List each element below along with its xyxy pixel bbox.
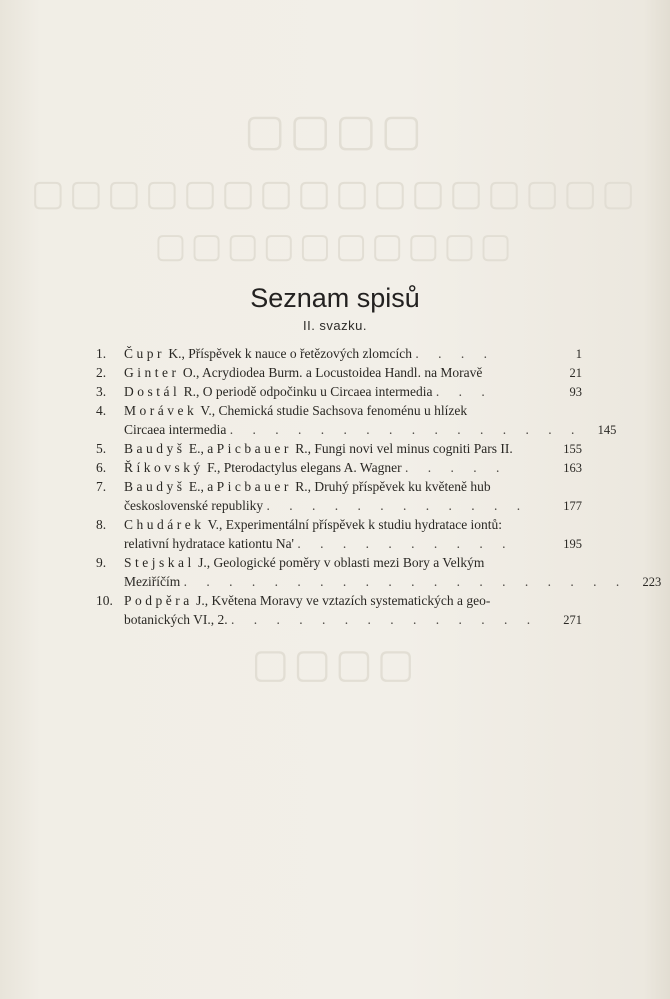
entry-author: Baudyš [124, 441, 186, 456]
entry-title-continued: botanických VI., 2. [124, 612, 228, 627]
entry-number: 5. [96, 441, 107, 456]
entry-leader-dots: . . . . . . . . . . . . . . [230, 612, 539, 627]
toc-entry [96, 401, 617, 439]
entry-author-initial: O., Acrydiodea Burm. a Locustoidea Handl. na Moravě [182, 365, 483, 380]
entry-page-number: 155 [563, 442, 582, 456]
entry-author: Chudárek [124, 517, 205, 532]
entry-number: 8. [96, 517, 107, 532]
toc-entry [96, 515, 582, 553]
entry-coauthor: Picbauer [216, 441, 292, 456]
toc-entry-line [96, 591, 582, 610]
entry-page-number: 1 [575, 347, 582, 361]
entry-leader-dots: . . . . [415, 346, 496, 361]
entry-author-initial: K., Příspěvek k nauce o řetězových zlomcích [168, 346, 413, 361]
entry-page-number: 177 [563, 499, 582, 513]
entry-page-number: 145 [597, 423, 617, 437]
toc-entry [96, 344, 582, 363]
entry-title-continued: relativní hydratace kationtu Na' [124, 536, 294, 551]
bleed-through-mark: ▢▢▢▢ [243, 106, 427, 155]
toc-entry-line [96, 534, 582, 553]
entry-text [124, 572, 627, 591]
entry-page-number: 93 [569, 385, 582, 399]
toc-entry [96, 458, 582, 477]
bleed-through-mark: ▢▢▢▢▢▢▢▢▢▢ [154, 228, 516, 265]
entry-author: Morávek [124, 403, 198, 418]
entry-text [124, 477, 548, 496]
toc-entry-line [96, 496, 582, 515]
toc-entry [96, 439, 582, 458]
entry-author: Baudyš [124, 479, 186, 494]
entry-author: Čupr [124, 346, 165, 361]
entry-number: 7. [96, 479, 107, 494]
entry-author-initial: V., Chemická studie Sachsova fenoménu u hlízek [200, 403, 468, 418]
entry-number: 6. [96, 460, 107, 475]
bleed-through-mark: ▢▢▢▢ [251, 641, 419, 686]
entry-text [124, 591, 548, 610]
entry-author: Říkovský [124, 460, 204, 475]
entry-number: 3. [96, 384, 107, 399]
entry-coauthor: Picbauer [216, 479, 292, 494]
entry-text [124, 363, 548, 382]
entry-author-initial: E., a [188, 479, 214, 494]
entry-text [124, 439, 548, 458]
page-subtitle: II. svazku. [302, 318, 368, 333]
toc-entry [96, 363, 582, 382]
entry-leader-dots: . . . . . . . . . . . . [266, 498, 529, 513]
entry-number: 2. [96, 365, 107, 380]
toc-entry [96, 553, 662, 591]
entry-text [124, 515, 548, 534]
entry-text [124, 458, 548, 477]
entry-page-number: 163 [563, 461, 582, 475]
entry-text [124, 534, 548, 553]
toc-entry-line [96, 515, 582, 534]
toc-entry-line [96, 553, 582, 572]
toc-entry [96, 591, 582, 629]
entry-leader-dots: . . . . . [404, 460, 508, 475]
entry-author-initial: F., Pterodactylus elegans A. Wagner [207, 460, 402, 475]
entry-page-number: 223 [642, 575, 662, 589]
entry-leader-dots: . . . . . . . . . . . . . . . . . . . . [183, 574, 628, 589]
entry-text [124, 401, 548, 420]
toc-entry-line [96, 439, 582, 458]
entry-page-number: 21 [569, 366, 582, 380]
toc-entry-line [96, 382, 582, 401]
entry-text [124, 553, 548, 572]
entry-author-initial: J., Geologické poměry v oblasti mezi Bory a Velkým [198, 555, 485, 570]
entry-title: R., Druhý příspěvek ku květeně hub [295, 479, 491, 494]
entry-page-number: 271 [563, 613, 582, 627]
entry-number: 1. [96, 346, 107, 361]
entry-text [124, 496, 548, 515]
entry-author-initial: J., Květena Moravy ve vztazích systematických a geo- [196, 593, 491, 608]
entry-number: 4. [96, 403, 107, 418]
toc-entry-line [96, 610, 582, 629]
toc-entry-line [96, 363, 582, 382]
page-title: Seznam spisů [250, 283, 420, 313]
entry-text [124, 382, 548, 401]
entry-text [124, 344, 548, 363]
entry-text [124, 610, 548, 629]
entry-author: Stejskal [124, 555, 195, 570]
entry-leader-dots: . . . [435, 384, 493, 399]
toc-entry-line [96, 572, 662, 591]
entry-title-continued: Circaea intermedia [124, 422, 227, 437]
entry-title-continued: Meziříčím [124, 574, 181, 589]
toc-entry [96, 477, 582, 515]
toc-entry-line [96, 401, 582, 420]
toc-entry-line [96, 344, 582, 363]
entry-number: 9. [96, 555, 107, 570]
entry-author-initial: V., Experimentální příspěvek k studiu hydratace iontů: [207, 517, 503, 532]
entry-author-initial: E., a [188, 441, 214, 456]
entry-title: R., Fungi novi vel minus cogniti Pars II. [295, 441, 513, 456]
entry-title-continued: československé republiky [124, 498, 264, 513]
toc-entry-line [96, 420, 617, 439]
toc-entry-line [96, 458, 582, 477]
entry-text [124, 420, 582, 439]
entry-leader-dots: . . . . . . . . . . [297, 536, 514, 551]
entry-number: 10. [96, 593, 113, 608]
bleed-through-mark: ▢▢▢▢▢▢▢▢▢▢▢▢▢▢▢▢ [30, 173, 640, 213]
toc-entry [96, 382, 582, 401]
entry-page-number: 195 [563, 537, 582, 551]
entry-leader-dots: . . . . . . . . . . . . . . . . [229, 422, 583, 437]
entry-author: Podpěra [124, 593, 193, 608]
entry-author: Dostál [124, 384, 181, 399]
toc-entry-line [96, 477, 582, 496]
entry-author: Ginter [124, 365, 180, 380]
entry-author-initial: R., O periodě odpočinku u Circaea intermedia [183, 384, 433, 399]
table-of-contents [96, 344, 662, 629]
